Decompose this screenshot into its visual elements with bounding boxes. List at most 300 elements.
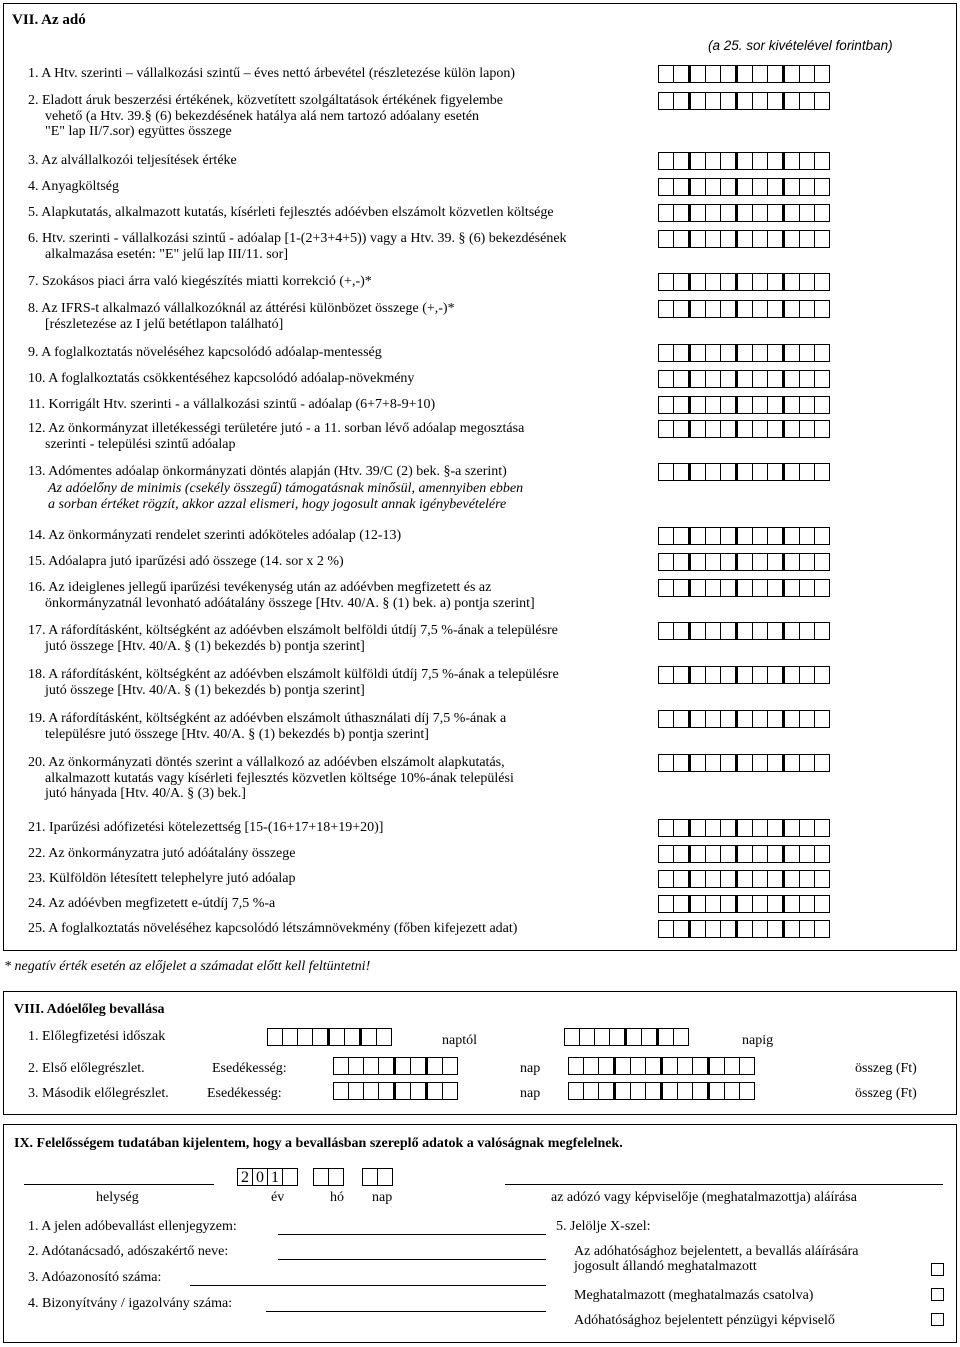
digit-cell[interactable] [425,1057,442,1075]
digit-cell[interactable] [720,527,735,545]
digit-cell[interactable] [799,666,814,684]
digit-cell[interactable] [376,1028,392,1046]
digit-cell[interactable] [752,396,767,414]
digit-cell[interactable] [720,204,735,222]
digit-cell[interactable] [688,92,705,110]
digit-cell[interactable] [767,710,782,728]
amount-boxes[interactable] [658,300,830,318]
amount-boxes[interactable] [658,622,830,640]
digit-cell[interactable] [782,845,799,863]
digit-cell[interactable] [752,420,767,438]
digit-cell[interactable] [348,1082,363,1100]
digit-cell[interactable] [673,527,688,545]
digit-cell[interactable] [673,92,688,110]
digit-cell[interactable] [688,273,705,291]
digit-cell[interactable] [705,300,720,318]
digit-cell[interactable] [720,622,735,640]
digit-cell[interactable] [767,870,782,888]
digit-cell[interactable] [688,370,705,388]
digit-cell[interactable] [752,895,767,913]
first-amount-boxes[interactable] [568,1057,755,1075]
digit-cell[interactable] [767,420,782,438]
digit-cell[interactable] [735,895,752,913]
digit-cell[interactable] [782,895,799,913]
digit-cell[interactable] [359,1028,376,1046]
advisor-name-line[interactable] [278,1259,546,1260]
digit-cell[interactable] [705,895,720,913]
digit-cell[interactable] [688,230,705,248]
digit-cell[interactable] [782,370,799,388]
amount-boxes[interactable] [658,178,830,196]
digit-cell[interactable] [658,344,673,362]
digit-cell[interactable] [645,1082,660,1100]
digit-cell[interactable] [688,579,705,597]
digit-cell[interactable] [410,1057,425,1075]
digit-cell[interactable] [814,65,830,83]
digit-cell[interactable] [735,178,752,196]
digit-cell[interactable] [782,579,799,597]
digit-cell[interactable] [425,1082,442,1100]
digit-cell[interactable] [707,1057,724,1075]
digit-cell[interactable] [705,870,720,888]
digit-cell[interactable] [673,710,688,728]
digit-cell[interactable] [767,92,782,110]
digit-cell[interactable] [658,579,673,597]
digit-cell[interactable] [735,710,752,728]
digit-cell[interactable] [688,895,705,913]
digit-cell[interactable] [735,65,752,83]
digit-cell[interactable] [363,1057,378,1075]
digit-cell[interactable] [656,1028,673,1046]
digit-cell[interactable] [705,463,720,481]
digit-cell[interactable] [752,920,767,938]
digit-cell[interactable] [673,920,688,938]
digit-cell[interactable] [782,666,799,684]
digit-cell[interactable] [720,819,735,837]
digit-cell[interactable] [752,204,767,222]
digit-cell[interactable] [705,920,720,938]
digit-cell[interactable] [735,230,752,248]
digit-cell[interactable] [598,1082,613,1100]
digit-cell[interactable] [594,1028,609,1046]
amount-boxes[interactable] [658,92,830,110]
amount-boxes[interactable] [658,819,830,837]
digit-cell[interactable] [677,1057,692,1075]
digit-cell[interactable] [735,754,752,772]
amount-boxes[interactable] [658,230,830,248]
digit-cell[interactable] [688,152,705,170]
digit-cell[interactable] [688,300,705,318]
digit-cell[interactable] [814,300,830,318]
digit-cell[interactable] [767,895,782,913]
digit-cell[interactable] [767,920,782,938]
digit-cell[interactable] [767,463,782,481]
digit-cell[interactable] [799,579,814,597]
digit-cell[interactable] [782,819,799,837]
digit-cell[interactable] [720,579,735,597]
digit-cell[interactable] [720,65,735,83]
digit-cell[interactable] [799,152,814,170]
digit-cell[interactable] [720,344,735,362]
date-day-boxes[interactable] [362,1168,393,1186]
digit-cell[interactable] [658,65,673,83]
digit-cell[interactable] [688,845,705,863]
digit-cell[interactable] [688,463,705,481]
digit-cell[interactable] [814,845,830,863]
digit-cell[interactable] [658,396,673,414]
digit-cell[interactable] [720,870,735,888]
digit-cell[interactable] [767,396,782,414]
digit-cell[interactable] [799,463,814,481]
digit-cell[interactable] [658,370,673,388]
digit-cell[interactable] [799,845,814,863]
digit-cell[interactable] [752,300,767,318]
digit-cell[interactable] [782,230,799,248]
digit-cell[interactable] [814,152,830,170]
digit-cell[interactable] [735,344,752,362]
amount-boxes[interactable] [658,553,830,571]
digit-cell[interactable] [782,92,799,110]
digit-cell[interactable] [720,370,735,388]
digit-cell[interactable] [752,370,767,388]
digit-cell[interactable] [767,622,782,640]
digit-cell[interactable] [735,819,752,837]
digit-cell[interactable] [705,344,720,362]
digit-cell[interactable] [782,710,799,728]
digit-cell[interactable] [673,344,688,362]
digit-cell[interactable] [705,579,720,597]
digit-cell[interactable] [267,1028,282,1046]
digit-cell[interactable] [720,710,735,728]
digit-cell[interactable] [782,396,799,414]
digit-cell[interactable] [705,370,720,388]
digit-cell[interactable] [752,870,767,888]
digit-cell[interactable] [673,579,688,597]
digit-cell[interactable] [613,1082,630,1100]
digit-cell[interactable] [658,622,673,640]
digit-cell[interactable] [799,527,814,545]
digit-cell[interactable] [724,1082,739,1100]
digit-cell[interactable] [799,65,814,83]
digit-cell[interactable] [814,895,830,913]
digit-cell[interactable] [705,178,720,196]
digit-cell[interactable] [767,819,782,837]
digit-cell[interactable] [720,420,735,438]
digit-cell[interactable] [705,622,720,640]
digit-cell[interactable] [767,754,782,772]
certificate-line[interactable] [266,1311,546,1312]
digit-cell[interactable] [658,553,673,571]
digit-cell[interactable] [348,1057,363,1075]
digit-cell[interactable] [782,553,799,571]
digit-cell[interactable] [598,1057,613,1075]
amount-boxes[interactable] [658,152,830,170]
digit-cell[interactable] [814,920,830,938]
digit-cell[interactable] [658,300,673,318]
digit-cell[interactable] [363,1082,378,1100]
digit-cell[interactable] [658,273,673,291]
period-from-boxes[interactable] [267,1028,392,1046]
digit-cell[interactable] [799,344,814,362]
option2-checkbox[interactable] [931,1288,944,1301]
digit-cell[interactable] [705,65,720,83]
digit-cell[interactable] [752,230,767,248]
digit-cell[interactable] [782,920,799,938]
digit-cell[interactable] [814,553,830,571]
amount-boxes[interactable] [658,845,830,863]
digit-cell[interactable] [410,1082,425,1100]
digit-cell[interactable] [720,845,735,863]
digit-cell[interactable] [583,1082,598,1100]
digit-cell[interactable] [688,204,705,222]
digit-cell[interactable] [799,420,814,438]
amount-boxes[interactable] [658,710,830,728]
digit-cell[interactable] [393,1082,410,1100]
digit-cell[interactable] [688,622,705,640]
digit-cell[interactable] [799,920,814,938]
option1-checkbox[interactable] [931,1263,944,1276]
digit-cell[interactable] [752,819,767,837]
digit-cell[interactable] [767,666,782,684]
digit-cell[interactable] [814,204,830,222]
amount-boxes[interactable] [658,344,830,362]
period-to-boxes[interactable] [564,1028,689,1046]
amount-boxes[interactable] [658,895,830,913]
amount-boxes[interactable] [658,65,830,83]
digit-cell[interactable] [724,1057,739,1075]
digit-cell[interactable] [613,1057,630,1075]
digit-cell[interactable] [692,1057,707,1075]
digit-cell[interactable] [673,300,688,318]
digit-cell[interactable] [630,1057,645,1075]
digit-cell[interactable] [752,92,767,110]
digit-cell[interactable] [782,870,799,888]
digit-cell[interactable] [630,1082,645,1100]
digit-cell[interactable] [673,553,688,571]
digit-cell[interactable] [673,204,688,222]
digit-cell[interactable] [735,92,752,110]
digit-cell[interactable] [735,527,752,545]
digit-cell[interactable] [814,273,830,291]
digit-cell[interactable] [767,527,782,545]
digit-cell[interactable] [752,666,767,684]
digit-cell[interactable] [720,895,735,913]
digit-cell[interactable] [720,396,735,414]
digit-cell[interactable] [735,845,752,863]
digit-cell[interactable] [688,819,705,837]
digit-cell[interactable] [658,710,673,728]
digit-cell[interactable] [673,895,688,913]
digit-cell[interactable] [799,178,814,196]
first-due-date-boxes[interactable] [333,1057,458,1075]
digit-cell[interactable] [752,845,767,863]
amount-boxes[interactable] [658,920,830,938]
tax-id-line[interactable] [190,1285,546,1286]
digit-cell[interactable] [658,463,673,481]
digit-cell[interactable] [814,420,830,438]
digit-cell[interactable] [735,396,752,414]
digit-cell[interactable] [814,396,830,414]
digit-cell[interactable] [688,710,705,728]
digit-cell[interactable] [752,754,767,772]
digit-cell[interactable] [658,420,673,438]
countersign-line[interactable] [278,1234,546,1235]
digit-cell[interactable] [814,230,830,248]
digit-cell[interactable] [442,1057,458,1075]
digit-cell[interactable] [767,204,782,222]
digit-cell[interactable] [782,204,799,222]
digit-cell[interactable] [720,300,735,318]
digit-cell[interactable] [720,230,735,248]
digit-cell[interactable] [705,710,720,728]
digit-cell[interactable] [705,204,720,222]
digit-cell[interactable] [799,553,814,571]
digit-cell[interactable] [799,230,814,248]
digit-cell[interactable] [705,92,720,110]
digit-cell[interactable] [752,178,767,196]
digit-cell[interactable] [799,819,814,837]
digit-cell[interactable] [735,370,752,388]
digit-cell[interactable] [735,300,752,318]
digit-cell[interactable] [735,152,752,170]
digit-cell[interactable] [752,273,767,291]
digit-cell[interactable] [645,1057,660,1075]
digit-cell[interactable] [688,396,705,414]
digit-cell[interactable] [814,527,830,545]
digit-cell[interactable] [735,920,752,938]
digit-cell[interactable] [735,579,752,597]
digit-cell[interactable] [673,819,688,837]
digit-cell[interactable] [705,420,720,438]
digit-cell[interactable] [568,1082,583,1100]
amount-boxes[interactable] [658,370,830,388]
digit-cell[interactable] [799,754,814,772]
digit-cell[interactable] [752,553,767,571]
digit-cell[interactable] [735,553,752,571]
digit-cell[interactable] [705,273,720,291]
digit-cell[interactable] [814,754,830,772]
digit-cell[interactable] [799,92,814,110]
digit-cell[interactable] [333,1082,348,1100]
digit-cell[interactable] [782,300,799,318]
digit-cell[interactable] [297,1028,312,1046]
digit-cell[interactable] [720,273,735,291]
digit-cell[interactable] [673,396,688,414]
digit-cell[interactable] [688,344,705,362]
digit-cell[interactable] [799,370,814,388]
digit-cell[interactable] [735,870,752,888]
digit-cell[interactable] [782,527,799,545]
digit-cell[interactable] [344,1028,359,1046]
digit-cell[interactable] [624,1028,641,1046]
digit-cell[interactable] [673,152,688,170]
digit-cell[interactable] [673,230,688,248]
digit-cell[interactable] [658,204,673,222]
digit-cell[interactable] [688,870,705,888]
digit-cell[interactable] [673,65,688,83]
digit-cell[interactable] [658,845,673,863]
digit-cell[interactable] [564,1028,579,1046]
digit-cell[interactable] [705,396,720,414]
digit-cell[interactable] [688,178,705,196]
amount-boxes[interactable] [658,273,830,291]
digit-cell[interactable] [378,1057,393,1075]
digit-cell[interactable] [705,230,720,248]
digit-cell[interactable] [752,622,767,640]
digit-cell[interactable] [814,344,830,362]
digit-cell[interactable] [705,553,720,571]
digit-cell[interactable] [752,344,767,362]
date-month-boxes[interactable] [313,1168,344,1186]
amount-boxes[interactable] [658,870,830,888]
option3-checkbox[interactable] [931,1313,944,1326]
digit-cell[interactable] [327,1028,344,1046]
digit-cell[interactable] [692,1082,707,1100]
digit-cell[interactable] [673,754,688,772]
date-year-boxes[interactable] [237,1168,298,1186]
digit-cell[interactable] [658,666,673,684]
digit-cell[interactable] [688,553,705,571]
digit-cell[interactable] [688,527,705,545]
digit-cell[interactable] [673,420,688,438]
digit-cell[interactable] [767,152,782,170]
digit-cell[interactable] [814,870,830,888]
digit-cell[interactable] [688,754,705,772]
amount-boxes[interactable] [658,666,830,684]
digit-cell[interactable] [720,178,735,196]
digit-cell[interactable] [658,819,673,837]
digit-cell[interactable] [583,1057,598,1075]
digit-cell[interactable] [673,845,688,863]
amount-boxes[interactable] [658,204,830,222]
digit-cell[interactable] [673,666,688,684]
digit-cell[interactable] [767,178,782,196]
digit-cell[interactable] [568,1057,583,1075]
digit-cell[interactable] [658,754,673,772]
digit-cell[interactable] [393,1057,410,1075]
digit-cell[interactable] [782,344,799,362]
digit-cell[interactable] [673,870,688,888]
amount-boxes[interactable] [658,463,830,481]
digit-cell[interactable] [641,1028,656,1046]
digit-cell[interactable] [767,553,782,571]
amount-boxes[interactable] [658,396,830,414]
amount-boxes[interactable] [658,754,830,772]
digit-cell[interactable] [767,65,782,83]
digit-cell[interactable] [673,178,688,196]
digit-cell[interactable] [720,92,735,110]
digit-cell[interactable] [752,463,767,481]
digit-cell[interactable] [720,754,735,772]
digit-cell[interactable] [688,666,705,684]
digit-cell[interactable] [814,92,830,110]
digit-cell[interactable] [752,579,767,597]
second-amount-boxes[interactable] [568,1082,755,1100]
digit-cell[interactable] [782,65,799,83]
digit-cell[interactable] [752,710,767,728]
digit-cell[interactable] [782,273,799,291]
digit-cell[interactable] [333,1057,348,1075]
digit-cell[interactable] [782,463,799,481]
digit-cell[interactable] [767,370,782,388]
digit-cell[interactable] [814,819,830,837]
digit-cell[interactable] [658,92,673,110]
digit-cell[interactable] [378,1082,393,1100]
digit-cell[interactable] [442,1082,458,1100]
digit-cell[interactable] [767,845,782,863]
digit-cell[interactable] [720,152,735,170]
digit-cell[interactable] [660,1057,677,1075]
